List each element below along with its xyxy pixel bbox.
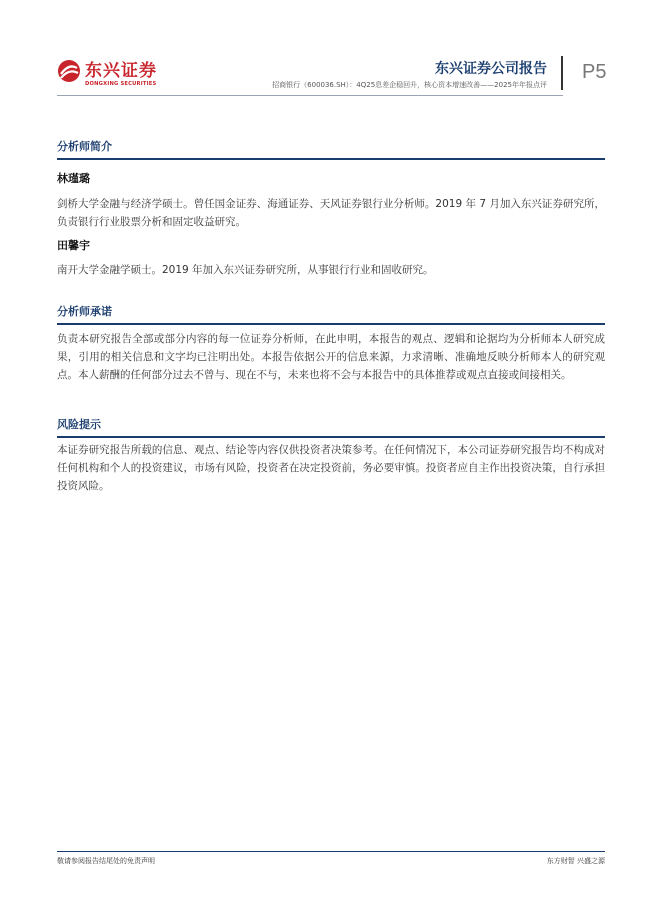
analyst-bio: 南开大学金融学硕士。2019 年加入东兴证券研究所，从事银行行业和固收研究。	[57, 264, 434, 276]
logo-text-en: DONGXING SECURITIES	[85, 81, 157, 87]
report-subtitle: 招商银行（600036.SH）：4Q25息差企稳回升，核心资本增速改善——2025年年报点评	[272, 81, 547, 89]
company-logo	[57, 58, 167, 92]
section-title: 分析师简介	[57, 138, 605, 160]
analyst-bio: 剑桥大学金融与经济学硕士。曾任国金证券、海通证券、天风证券银行业分析师。2019 年 7 月加入东兴证券研究所，负责银行行业股票分析和固定收益研究。	[57, 198, 605, 228]
logo-emblem-icon	[57, 59, 81, 83]
commitment-text: 负责本研究报告全部或部分内容的每一位证券分析师，在此申明，本报告的观点、逻辑和论据均为分析师本人研究成果，引用的相关信息和文字均已注明出处。本报告依据公开的信息来源，力求清晰、准确地反映分析师本人的研究观点。本人薪酬的任何部分过去不曾与、现在不与，未来也将不会与本报告中的具体推荐或观点直接或间接相关。	[57, 333, 605, 381]
section-title: 分析师承诺	[57, 303, 605, 325]
analyst-name: 田馨宇	[57, 239, 90, 252]
logo-text-cn: 东兴证券	[85, 61, 157, 81]
analyst-intro-section	[57, 138, 605, 160]
risk-warning-section	[57, 416, 605, 438]
footer-disclaimer-note: 敬请参阅报告结尾处的免责声明	[57, 857, 155, 865]
analyst-commitment-section	[57, 303, 605, 325]
page-number: P5	[582, 61, 607, 83]
analyst-name: 林瑾璐	[57, 172, 90, 185]
header-divider	[561, 56, 563, 90]
footer-rule	[57, 851, 605, 852]
report-type-title: 东兴证券公司报告	[435, 61, 547, 77]
risk-text: 本证券研究报告所载的信息、观点、结论等内容仅供投资者决策参考。在任何情况下，本公司证券研究报告均不构成对任何机构和个人的投资建议，市场有风险，投资者在决定投资前，务必要审慎。投资者应自主作出投资决策，自行承担投资风险。	[57, 444, 605, 492]
page-header	[0, 0, 662, 100]
header-rule	[57, 95, 563, 96]
section-title: 风险提示	[57, 416, 605, 438]
footer-slogan: 东方财智 兴盛之源	[546, 857, 605, 865]
